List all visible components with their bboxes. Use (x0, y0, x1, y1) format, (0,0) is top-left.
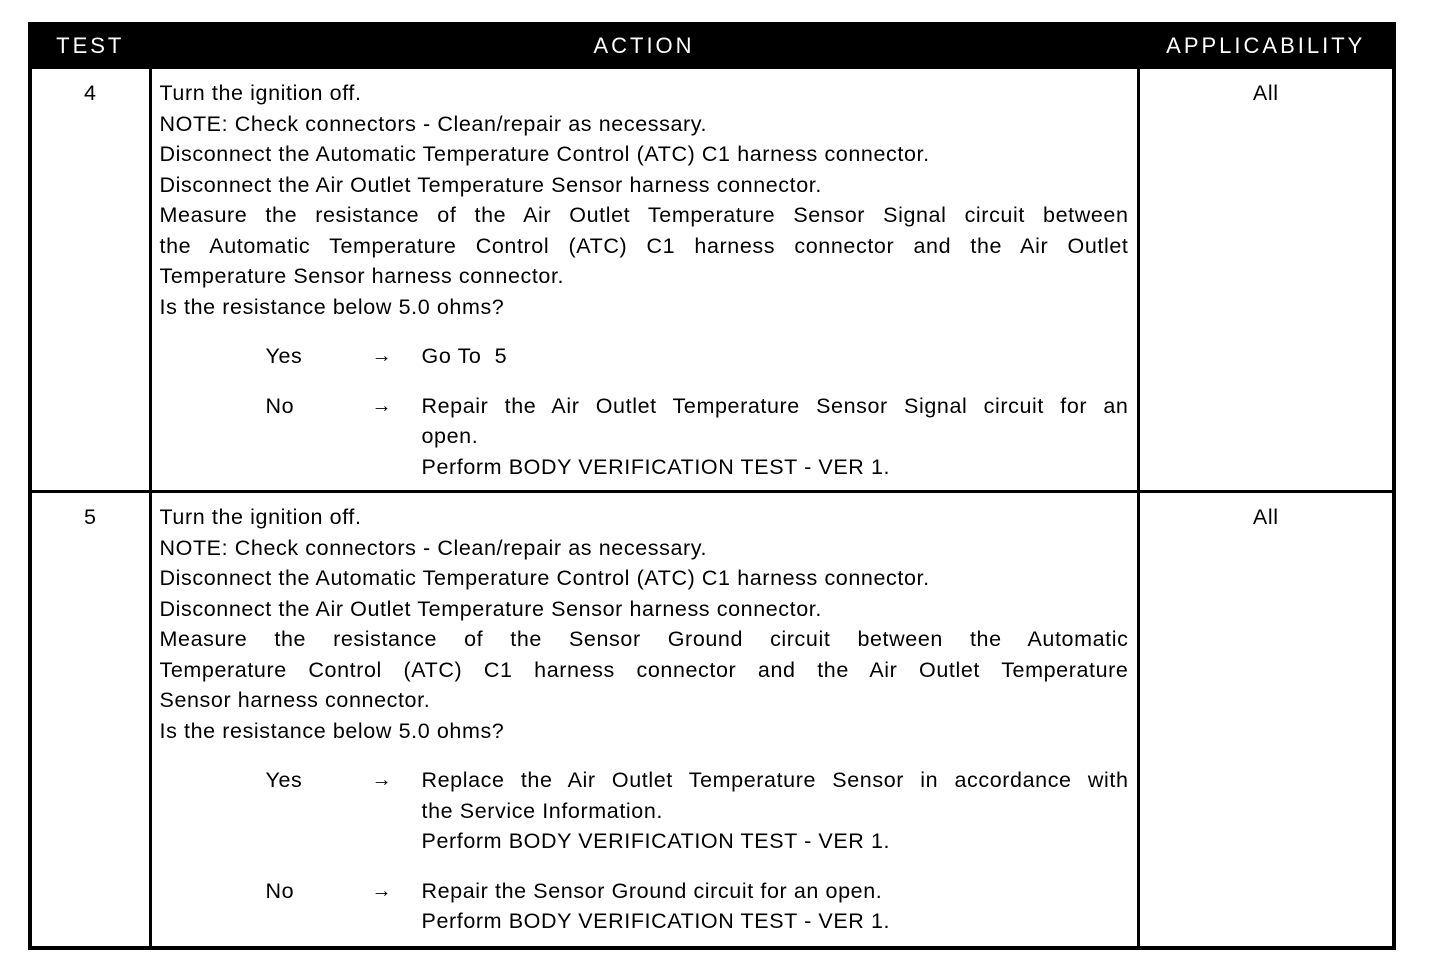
applicability-value: All (1138, 492, 1394, 949)
step-line: Disconnect the Automatic Temperature Control (ATC) C1 harness connector. (159, 566, 930, 590)
yes-outcome (160, 341, 1129, 372)
no-outcome (160, 876, 1129, 937)
diagnostic-test-table (28, 22, 1396, 950)
yes-outcome (160, 765, 1129, 857)
step-line: Measure the resistance of the Sensor Ground circuit between the Automatic (159, 627, 1129, 651)
action-cell (150, 68, 1138, 492)
result-line: Replace the Air Outlet Temperature Sensor in accordance with (421, 768, 1129, 792)
header-applicability: APPLICABILITY (1138, 24, 1394, 68)
no-label: No (265, 878, 295, 903)
result-line: Perform BODY VERIFICATION TEST - VER 1. (421, 829, 891, 853)
no-result (422, 876, 1129, 937)
test-row-4 (30, 68, 1394, 492)
step-line: NOTE: Check connectors - Clean/repair as necessary. (159, 111, 708, 136)
yes-result (422, 765, 1129, 857)
step-line: Turn the ignition off. (159, 81, 362, 105)
step-line: Measure the resistance of the Air Outlet Temperature Sensor Signal circuit between (159, 203, 1129, 227)
result-line: Perform BODY VERIFICATION TEST - VER 1. (421, 909, 891, 933)
step-line: Is the resistance below 5.0 ohms? (159, 718, 505, 743)
no-outcome (160, 391, 1129, 483)
header-row (30, 24, 1394, 68)
header-action: ACTION (150, 24, 1138, 68)
step-line: the Automatic Temperature Control (ATC) C1 harness connector and the Air Outlet (159, 233, 1129, 258)
step-line: Temperature Sensor harness connector. (159, 264, 565, 288)
yes-label: Yes (265, 768, 303, 792)
result-line: Perform BODY VERIFICATION TEST - VER 1. (421, 454, 891, 479)
result-line: Go To 5 (421, 344, 508, 368)
right-arrow-icon: → (371, 345, 393, 367)
yes-label: Yes (265, 344, 303, 368)
step-line: Sensor harness connector. (159, 688, 431, 712)
applicability-value: All (1138, 68, 1394, 492)
step-line: Disconnect the Air Outlet Temperature Sensor harness connector. (159, 172, 822, 197)
right-arrow-icon: → (371, 879, 393, 902)
result-line: Repair the Sensor Ground circuit for an open. (421, 878, 883, 903)
test-row-5 (30, 492, 1394, 949)
step-line: Disconnect the Air Outlet Temperature Sensor harness connector. (159, 596, 822, 621)
right-arrow-icon: → (371, 769, 393, 791)
result-line: Repair the Air Outlet Temperature Sensor Signal circuit for an (421, 393, 1129, 418)
action-cell (150, 492, 1138, 949)
yes-result (422, 341, 1129, 372)
step-line: Is the resistance below 5.0 ohms? (159, 294, 505, 319)
test-number: 4 (30, 68, 150, 492)
result-line: open. (421, 424, 479, 448)
step-line: Turn the ignition off. (159, 505, 362, 529)
step-line: NOTE: Check connectors - Clean/repair as necessary. (159, 535, 708, 560)
test-number: 5 (30, 492, 150, 949)
result-line: the Service Information. (421, 798, 663, 823)
no-result (422, 391, 1129, 483)
header-test: TEST (30, 24, 150, 68)
right-arrow-icon: → (371, 394, 393, 417)
step-line: Disconnect the Automatic Temperature Control (ATC) C1 harness connector. (159, 142, 930, 166)
no-label: No (265, 393, 295, 418)
step-line: Temperature Control (ATC) C1 harness connector and the Air Outlet Temperature (159, 657, 1129, 682)
